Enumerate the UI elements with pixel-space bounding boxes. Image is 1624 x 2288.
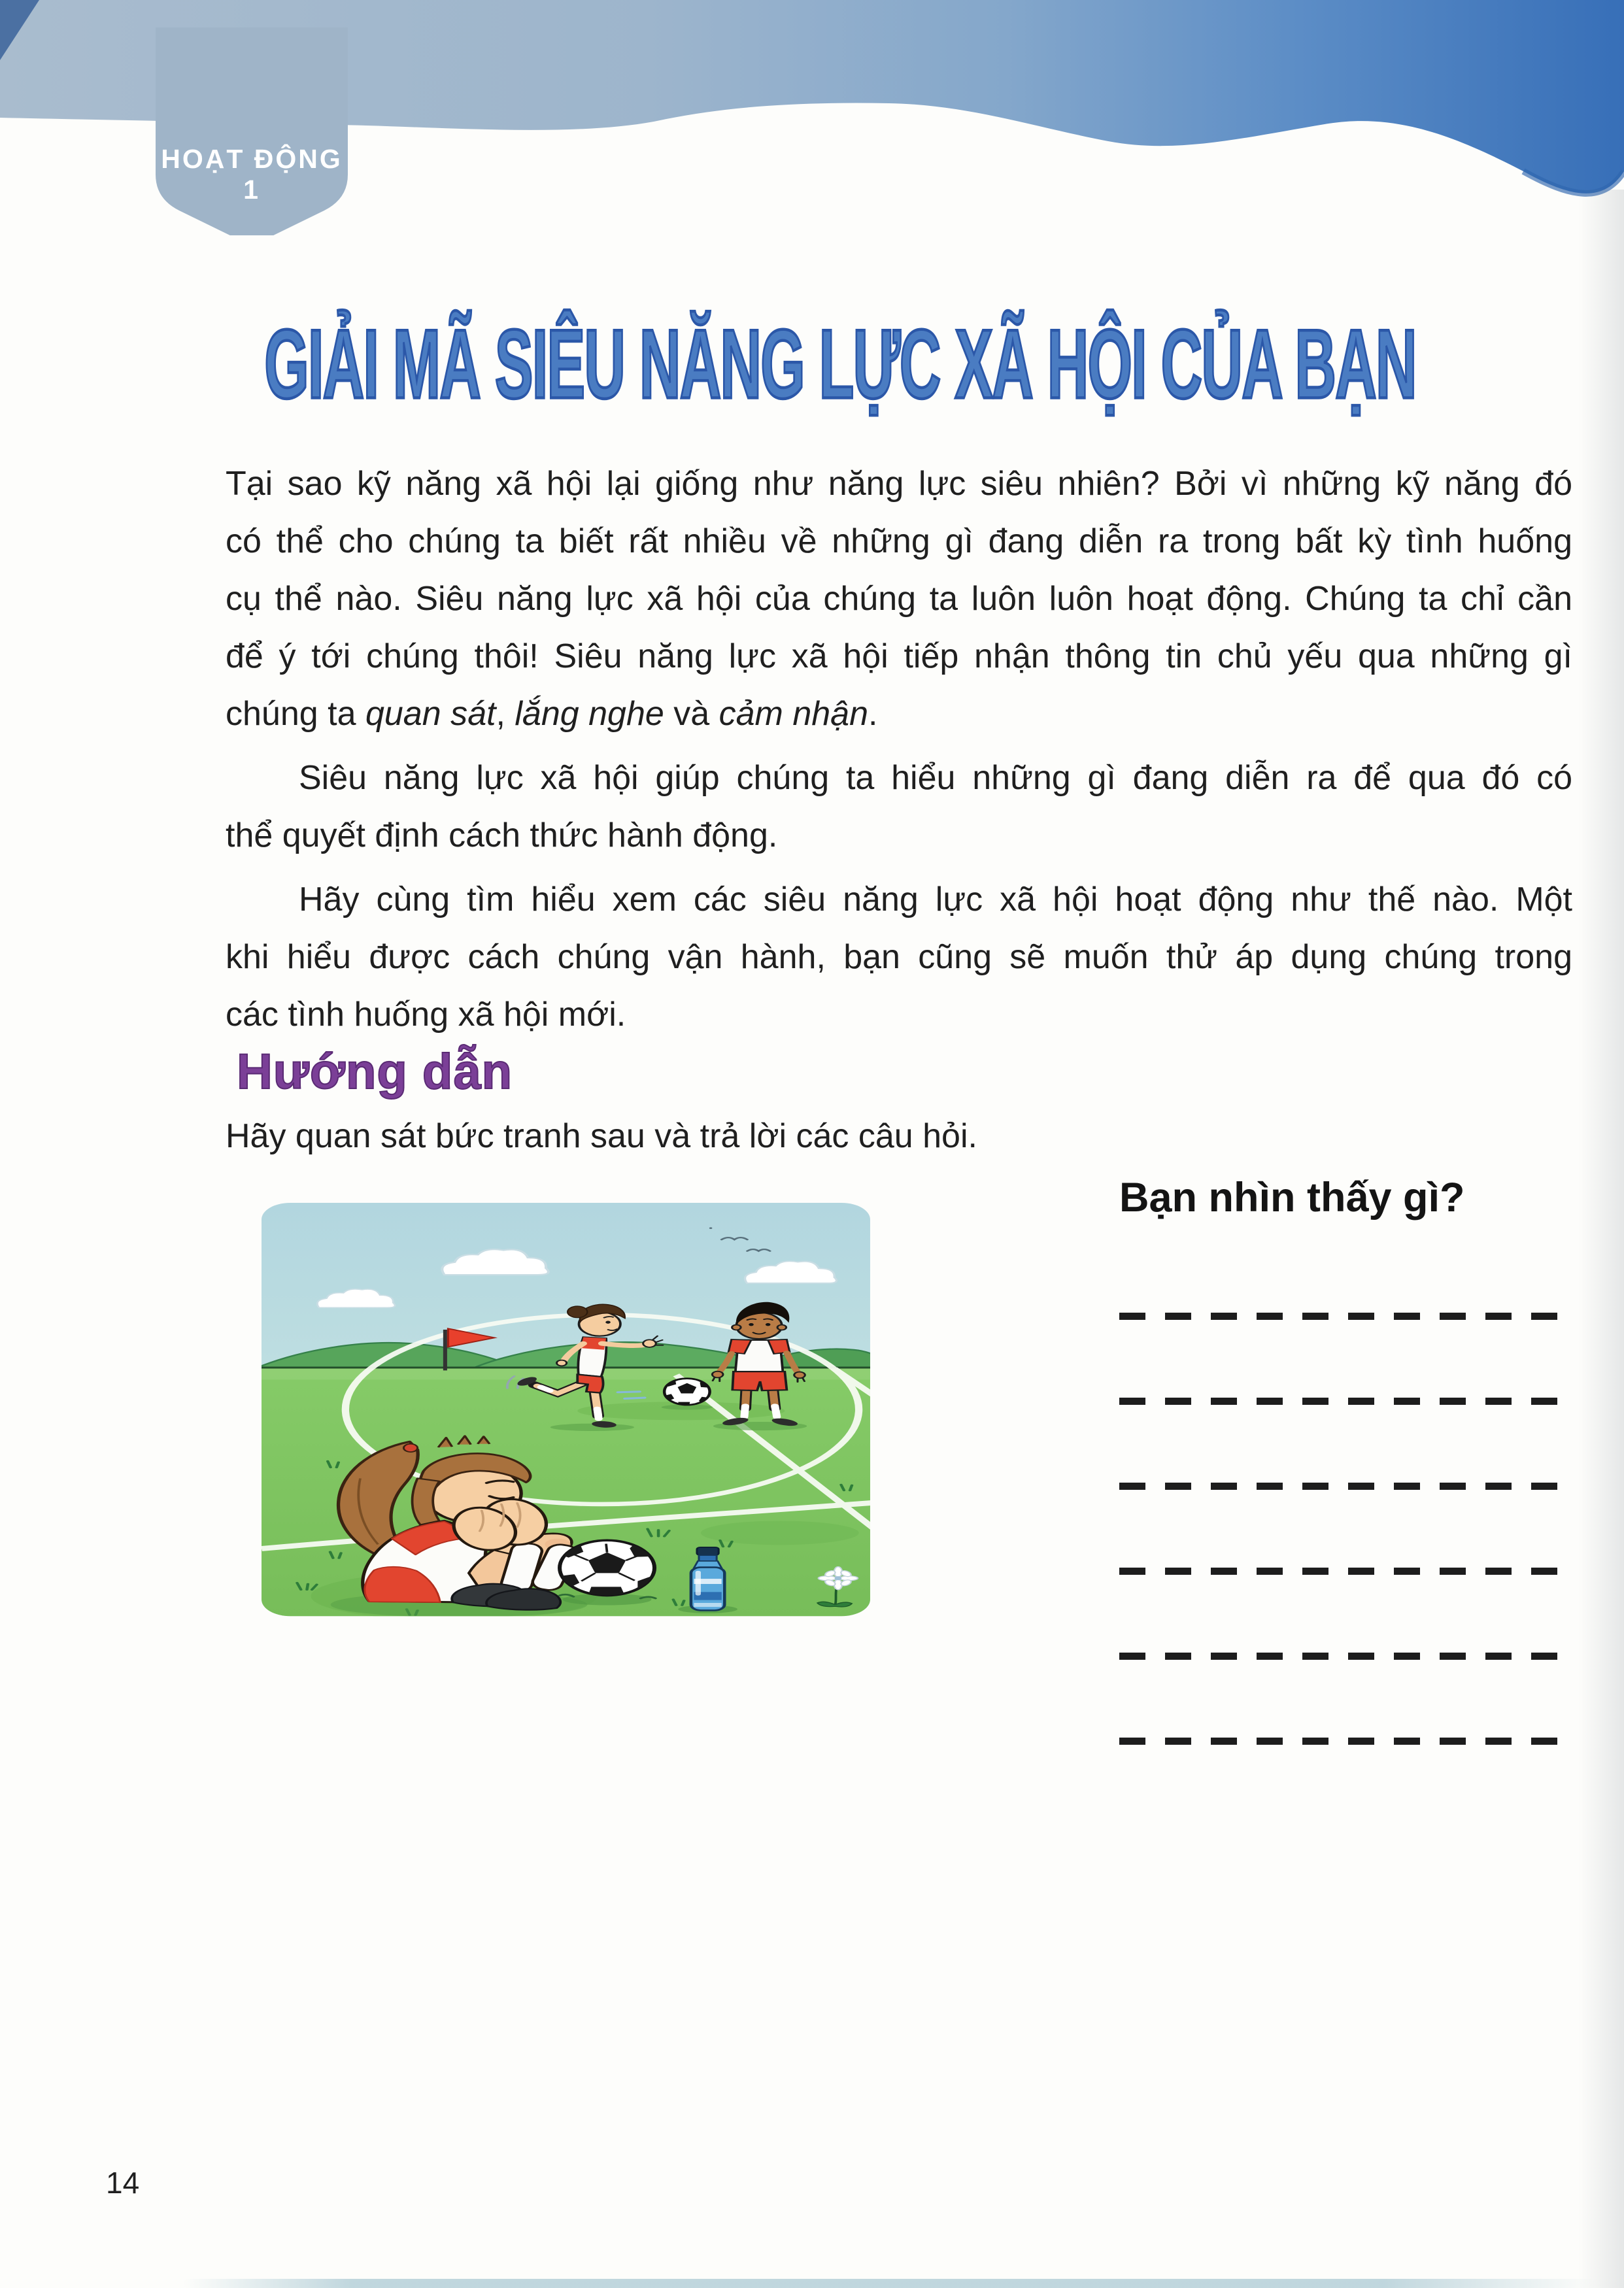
activity-badge bbox=[156, 27, 348, 235]
page-edge-shading bbox=[1578, 190, 1624, 2288]
answer-line[interactable] bbox=[1119, 1653, 1576, 1660]
question-title: Bạn nhìn thấy gì? bbox=[1119, 1175, 1465, 1220]
answer-line[interactable] bbox=[1119, 1313, 1576, 1320]
answer-line[interactable] bbox=[1119, 1568, 1576, 1575]
body-line: Hãy cùng tìm hiểu xem các siêu năng lực xã hội hoạt động như thế nào. Một bbox=[299, 881, 1572, 918]
body-line: có thể cho chúng ta biết rất nhiều về những gì đang diễn ra trong bất kỳ tình huống bbox=[226, 522, 1572, 560]
paragraph bbox=[226, 749, 1572, 864]
instructions-heading: Hướng dẫn bbox=[237, 1044, 513, 1100]
paragraph bbox=[226, 871, 1572, 1043]
body-line: chúng ta quan sát, lắng nghe và cảm nhận. bbox=[226, 695, 878, 733]
answer-lines bbox=[1119, 1313, 1576, 1823]
body-line: các tình huống xã hội mới. bbox=[226, 996, 626, 1034]
paragraphs bbox=[226, 455, 1572, 1050]
body-line: cụ thể nào. Siêu năng lực xã hội của chúng ta luôn luôn hoạt động. Chúng ta chỉ cần bbox=[226, 580, 1572, 618]
answer-line[interactable] bbox=[1119, 1738, 1576, 1745]
activity-badge-label: HOẠT ĐỘNG 1 bbox=[161, 144, 343, 205]
body-line: Tại sao kỹ năng xã hội lại giống như năng lực siêu nhiên? Bởi vì những kỹ năng đó bbox=[226, 465, 1572, 503]
answer-line[interactable] bbox=[1119, 1398, 1576, 1405]
page-number: 14 bbox=[106, 2166, 140, 2200]
next-page-edge bbox=[183, 2279, 1595, 2288]
body-line: khi hiểu được cách chúng vận hành, bạn cũng sẽ muốn thử áp dụng chúng trong bbox=[226, 938, 1572, 976]
body-line: Siêu năng lực xã hội giúp chúng ta hiểu những gì đang diễn ra để qua đó có bbox=[299, 759, 1572, 797]
answer-line[interactable] bbox=[1119, 1483, 1576, 1490]
paragraph bbox=[226, 455, 1572, 743]
body-line: để ý tới chúng thôi! Siêu năng lực xã hội tiếp nhận thông tin chủ yếu qua những gì bbox=[226, 637, 1572, 675]
page-title: GIẢI MÃ SIÊU NĂNG LỰC XÃ HỘI CỦA BẠN bbox=[264, 309, 1416, 420]
body-line: thể quyết định cách thức hành động. bbox=[226, 816, 778, 854]
instructions-text: Hãy quan sát bức tranh sau và trả lời các câu hỏi. bbox=[226, 1117, 977, 1155]
question-panel bbox=[1119, 1174, 1577, 1221]
soccer-illustration bbox=[262, 1203, 1068, 2144]
